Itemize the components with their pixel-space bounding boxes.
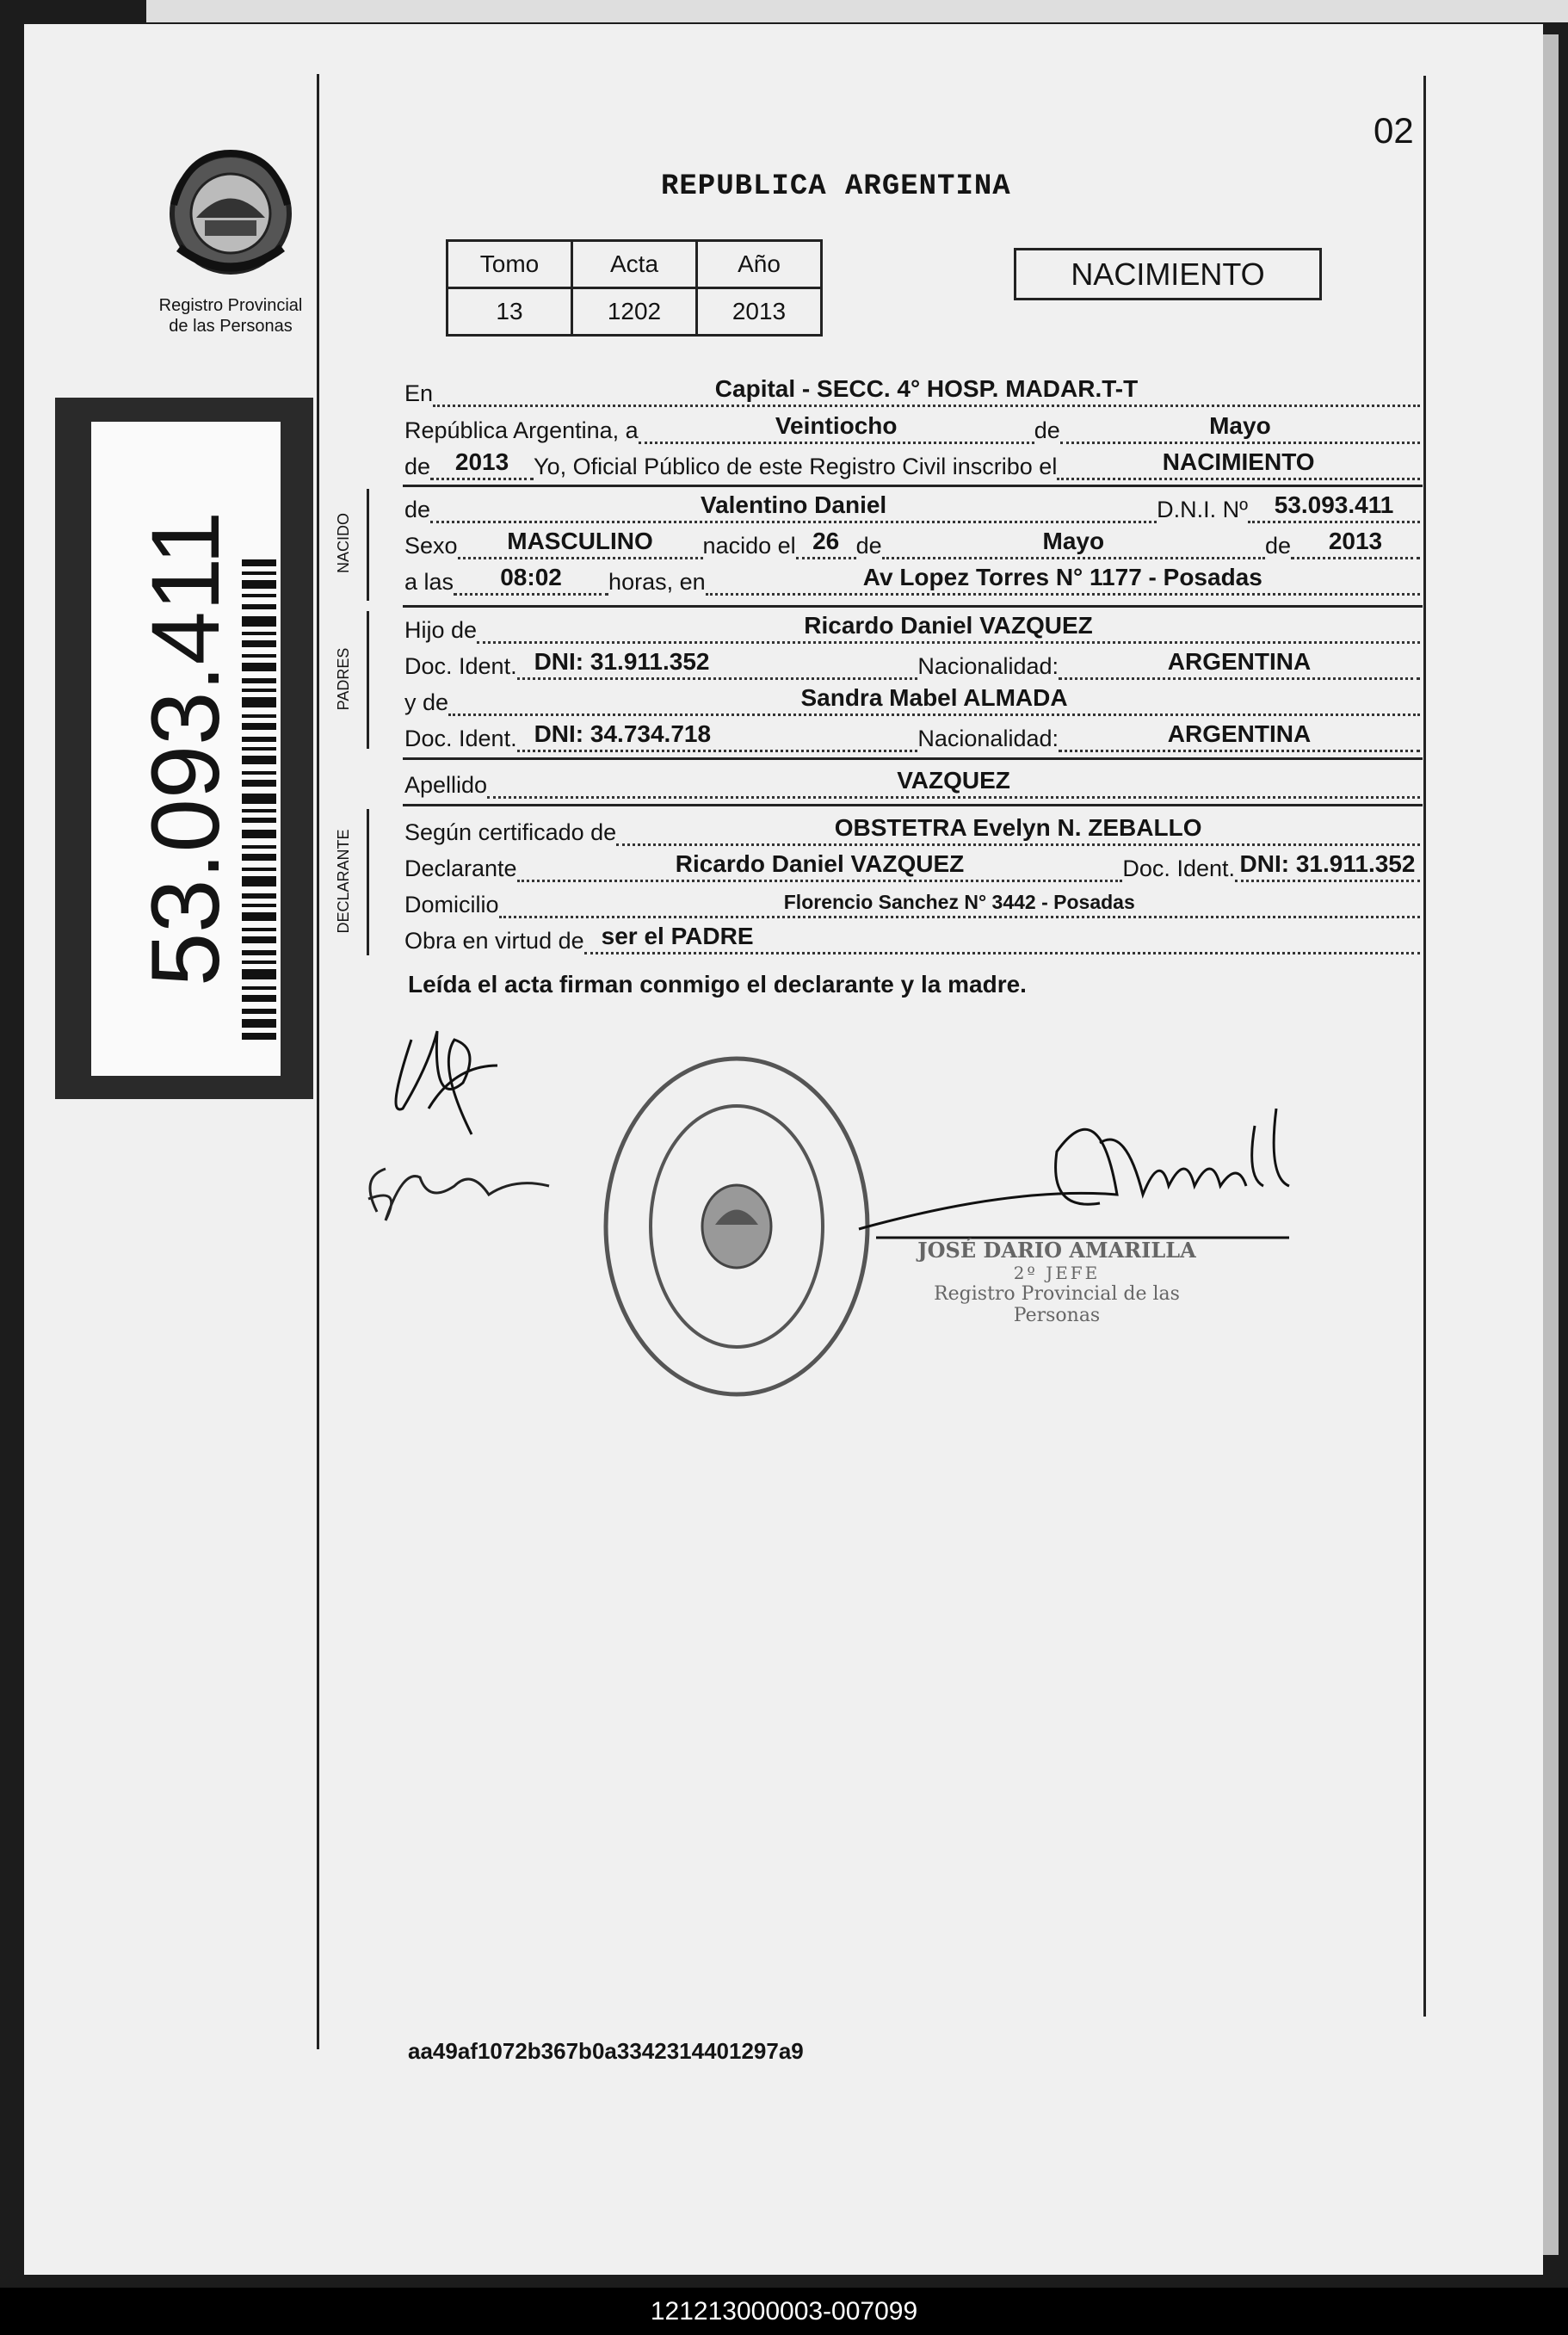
declarante-doc: DNI: 31.911.352	[1239, 850, 1416, 877]
de-label-4: de	[855, 533, 882, 559]
anio-value: 2013	[454, 448, 509, 475]
official-name: JOSÉ DARIO AMARILLA	[917, 1238, 1196, 1263]
madre-nombre: Sandra Mabel ALMADA	[800, 684, 1068, 711]
row-hora	[404, 561, 1420, 596]
section-declarante-label: DECLARANTE	[335, 829, 352, 934]
inscribo-value: NACIMIENTO	[1162, 448, 1315, 475]
value-tomo: 13	[448, 288, 572, 336]
right-frame-line	[1423, 76, 1426, 2017]
header-tomo: Tomo	[448, 241, 572, 288]
mes-value: Mayo	[1209, 412, 1271, 439]
row-madre-doc	[404, 718, 1420, 752]
row-madre	[404, 682, 1420, 716]
padre-nac: ARGENTINA	[1167, 648, 1312, 675]
nacido-label: nacido el	[702, 533, 796, 559]
nac-dia: 26	[812, 528, 840, 554]
document-hash: aa49af1072b367b0a3342314401297a9	[408, 2038, 804, 2064]
sexo-value: MASCULINO	[507, 528, 653, 554]
row-inscribo	[404, 446, 1420, 480]
madre-doc: DNI: 34.734.718	[534, 720, 712, 747]
left-frame-line	[317, 74, 319, 2049]
page-top-strip	[146, 0, 1568, 22]
registry-name-line1: Registro Provincial	[158, 296, 303, 315]
dia-value: Veintiocho	[775, 412, 898, 439]
official-stamp-icon	[599, 1053, 874, 1401]
republica-label: República Argentina, a	[404, 417, 639, 443]
registry-name	[145, 295, 317, 337]
official-office: Registro Provincial de las Personas	[934, 1283, 1180, 1326]
segun-label: Según certificado de	[404, 819, 617, 845]
row-en	[404, 373, 1420, 407]
page-number: 02	[1374, 110, 1414, 151]
dni-label: D.N.I. Nº	[1157, 497, 1248, 522]
signature-declarante-icon	[351, 1014, 609, 1238]
header-anio: Año	[697, 241, 822, 288]
alas-label: a las	[404, 569, 454, 595]
vertical-dni-number: 53.093.411	[132, 510, 239, 987]
page-right-edge	[1543, 34, 1559, 2255]
barcode-panel	[55, 398, 313, 1099]
horas-label: horas, en	[608, 569, 706, 595]
row-padre	[404, 609, 1420, 644]
hijo-label: Hijo de	[404, 617, 478, 643]
value-anio: 2013	[697, 288, 822, 336]
acta-reference-table	[446, 239, 823, 337]
row-domicilio	[404, 884, 1420, 918]
nombre-value: Valentino Daniel	[700, 491, 887, 518]
padre-nombre: Ricardo Daniel VAZQUEZ	[804, 612, 1093, 639]
domicilio-value: Florencio Sanchez N° 3442 - Posadas	[783, 891, 1135, 913]
row-apellido	[404, 764, 1420, 799]
obra-label: Obra en virtud de	[404, 928, 584, 954]
lugar-value: Av Lopez Torres N° 1177 - Posadas	[862, 564, 1262, 590]
row-sexo	[404, 525, 1420, 559]
country-title: REPUBLICA ARGENTINA	[661, 170, 1011, 203]
en-label: En	[404, 380, 434, 406]
sexo-label: Sexo	[404, 533, 458, 559]
row-fecha	[404, 410, 1420, 444]
nac-anio: 2013	[1328, 528, 1383, 554]
row-padre-doc	[404, 646, 1420, 680]
dni-value: 53.093.411	[1274, 491, 1394, 518]
apellido-label: Apellido	[404, 772, 488, 798]
de-label-5: de	[1264, 533, 1291, 559]
certificate-page	[24, 24, 1543, 2275]
value-acta: 1202	[572, 288, 697, 336]
header-acta: Acta	[572, 241, 697, 288]
padre-doc: DNI: 31.911.352	[534, 648, 710, 675]
nac-mes: Mayo	[1042, 528, 1105, 554]
declarante-value: Ricardo Daniel VAZQUEZ	[675, 850, 965, 877]
de-label-3: de	[404, 497, 431, 522]
row-obra	[404, 920, 1420, 954]
de-label-2: de	[404, 454, 431, 479]
footer-id: 121213000003-007099	[0, 2288, 1568, 2335]
row-certificado	[404, 812, 1420, 846]
domicilio-label: Domicilio	[404, 892, 499, 917]
official-block	[911, 1238, 1203, 1326]
nacionalidad-label: Nacionalidad:	[917, 653, 1059, 679]
docident-label-2: Doc. Ident.	[404, 726, 517, 751]
obra-value: ser el PADRE	[601, 923, 754, 949]
en-value: Capital - SECC. 4° HOSP. MADAR.T-T	[714, 375, 1139, 402]
row-declarante	[404, 848, 1420, 882]
record-type-box: NACIMIENTO	[1014, 248, 1322, 300]
certificado-value: OBSTETRA Evelyn N. ZEBALLO	[834, 814, 1202, 841]
row-nombre	[404, 489, 1420, 523]
section-nacido-label: NACIDO	[335, 513, 352, 574]
registry-name-line2: de las Personas	[169, 317, 293, 336]
docident-label-3: Doc. Ident.	[1122, 856, 1235, 881]
yde-label: y de	[404, 689, 449, 715]
apellido-value: VAZQUEZ	[897, 767, 1010, 794]
de-label: de	[1034, 417, 1060, 443]
closing-statement: Leída el acta firman conmigo el declarante y la madre.	[408, 971, 1027, 998]
docident-label: Doc. Ident.	[404, 653, 517, 679]
section-padres-label: PADRES	[335, 647, 352, 711]
misiones-logo	[162, 145, 299, 282]
declarante-label: Declarante	[404, 856, 517, 881]
hora-value: 08:02	[500, 564, 562, 590]
nacionalidad-label-2: Nacionalidad:	[917, 726, 1059, 751]
barcode-icon	[242, 559, 276, 1041]
barcode-label	[91, 422, 281, 1076]
madre-nac: ARGENTINA	[1167, 720, 1312, 747]
inscribo-label: Yo, Oficial Público de este Registro Civil inscribo el	[534, 454, 1058, 479]
official-title: 2º JEFE	[1013, 1263, 1101, 1283]
